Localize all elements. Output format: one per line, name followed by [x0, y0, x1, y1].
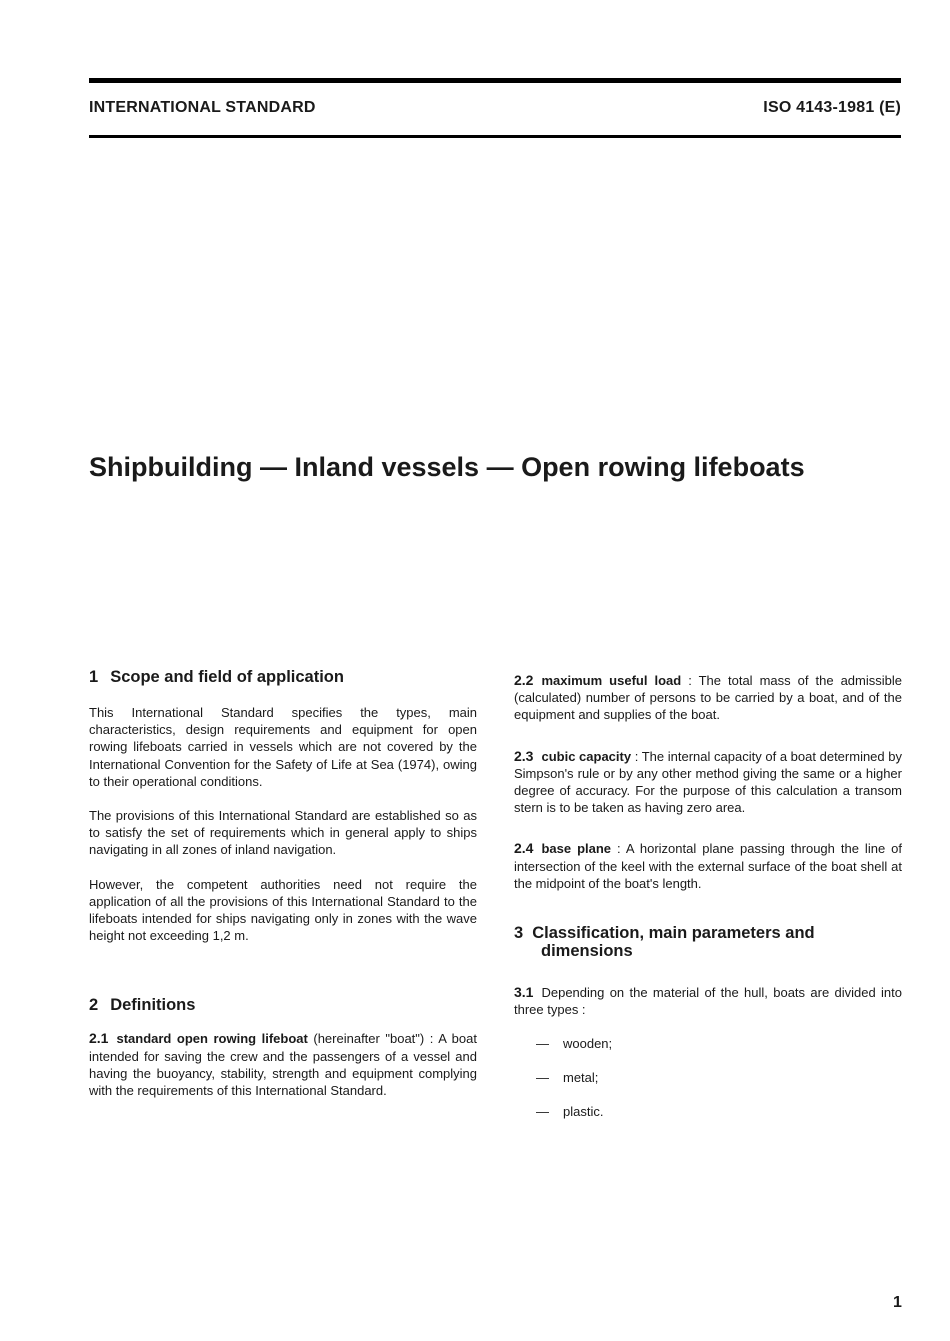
section-1-paragraph: This International Standard specifies the types, main characteristics, design requirements and equipment for open rowing lifeboats carried in vessels which are not covered by the International Convention for the Safety of Life at Sea (1974), owing to their operational conditions.: [89, 705, 477, 789]
definition-2-4: [514, 840, 902, 892]
section-1-title: Scope and field of application: [110, 668, 344, 686]
document-title: Shipbuilding — Inland vessels — Open rowing lifeboats: [89, 452, 805, 482]
definition-2-2: [514, 672, 902, 724]
list-item-text: wooden;: [563, 1036, 613, 1052]
section-3-number: 3: [514, 924, 524, 943]
header-standard-type: INTERNATIONAL STANDARD: [89, 99, 316, 116]
definition-suffix: :: [631, 748, 639, 764]
header-document-id: ISO 4143-1981 (E): [763, 99, 901, 116]
definition-text: The internal capacity of a boat determined by Simpson's rule or by any other method giving the same or a higher degree of accuracy. For the purpose of this calculation a transom stern is to be taken as having zero area.: [514, 748, 902, 816]
definition-term: cubic capacity: [541, 748, 632, 764]
definition-number: 2.3: [514, 747, 534, 764]
right-column: [514, 668, 902, 1120]
section-3-heading: [514, 924, 902, 960]
section-1-heading: [89, 668, 477, 686]
definition-text: A horizontal plane passing through the line of intersection of the keel with the external surface of the boat shell at the midpoint of the boat's length.: [514, 841, 902, 891]
header-bottom-rule: [89, 135, 901, 138]
dash-bullet: —: [536, 1036, 549, 1052]
section-2-number: 2: [89, 996, 99, 1015]
header-top-rule: [89, 78, 901, 83]
list-item-text: metal;: [563, 1070, 599, 1086]
list-item: [514, 1035, 902, 1052]
definition-term: base plane: [541, 841, 612, 857]
definition-term: standard open rowing lifeboat: [116, 1031, 308, 1047]
section-1-number: 1: [89, 668, 99, 686]
definition-text: A boat intended for saving the crew and the passengers of a vessel and having the buoyancy, stability, strength and equipment complying with the requirements of this International Standard.: [89, 1031, 477, 1099]
definition-suffix: :: [611, 841, 621, 857]
section-1-paragraph: The provisions of this International Standard are established so as to satisfy the set of requirements which in general apply to ships navigating in all zones of inland navigation.: [89, 808, 477, 858]
hull-types-list: [514, 1035, 902, 1120]
section-1-paragraph: However, the competent authorities need not require the application of all the provisions of this International Standard to the lifeboats intended for ships navigating only in zones with the wave height not exceeding 1,2 m.: [89, 876, 477, 944]
clause-3-1: [514, 984, 902, 1018]
list-item: [514, 1103, 902, 1120]
dash-bullet: —: [536, 1104, 549, 1120]
definition-suffix: (hereinafter "boat") :: [307, 1031, 434, 1047]
section-3-title: Classification, main parameters and dimensions: [532, 924, 815, 961]
list-item-text: plastic.: [563, 1104, 604, 1120]
section-2-heading: [89, 996, 477, 1014]
definition-suffix: :: [681, 673, 692, 688]
clause-text: Depending on the material of the hull, boats are divided into three types :: [514, 985, 902, 1018]
dash-bullet: —: [536, 1070, 549, 1086]
list-item: [514, 1069, 902, 1086]
definition-number: 2.4: [514, 840, 534, 857]
definition-number: 2.2: [514, 672, 534, 688]
left-column: [89, 668, 477, 1099]
section-2-title: Definitions: [110, 996, 196, 1015]
definition-text: The total mass of the admissible (calculated) number of persons to be carried by a boat, and of the equipment and supplies of the boat.: [514, 673, 902, 723]
definition-2-3: [514, 748, 902, 817]
definition-2-1: [89, 1030, 477, 1099]
clause-number: 3.1: [514, 984, 534, 1001]
definition-number: 2.1: [89, 1030, 109, 1047]
page-number: 1: [893, 1294, 902, 1311]
definition-term: maximum useful load: [541, 673, 682, 688]
